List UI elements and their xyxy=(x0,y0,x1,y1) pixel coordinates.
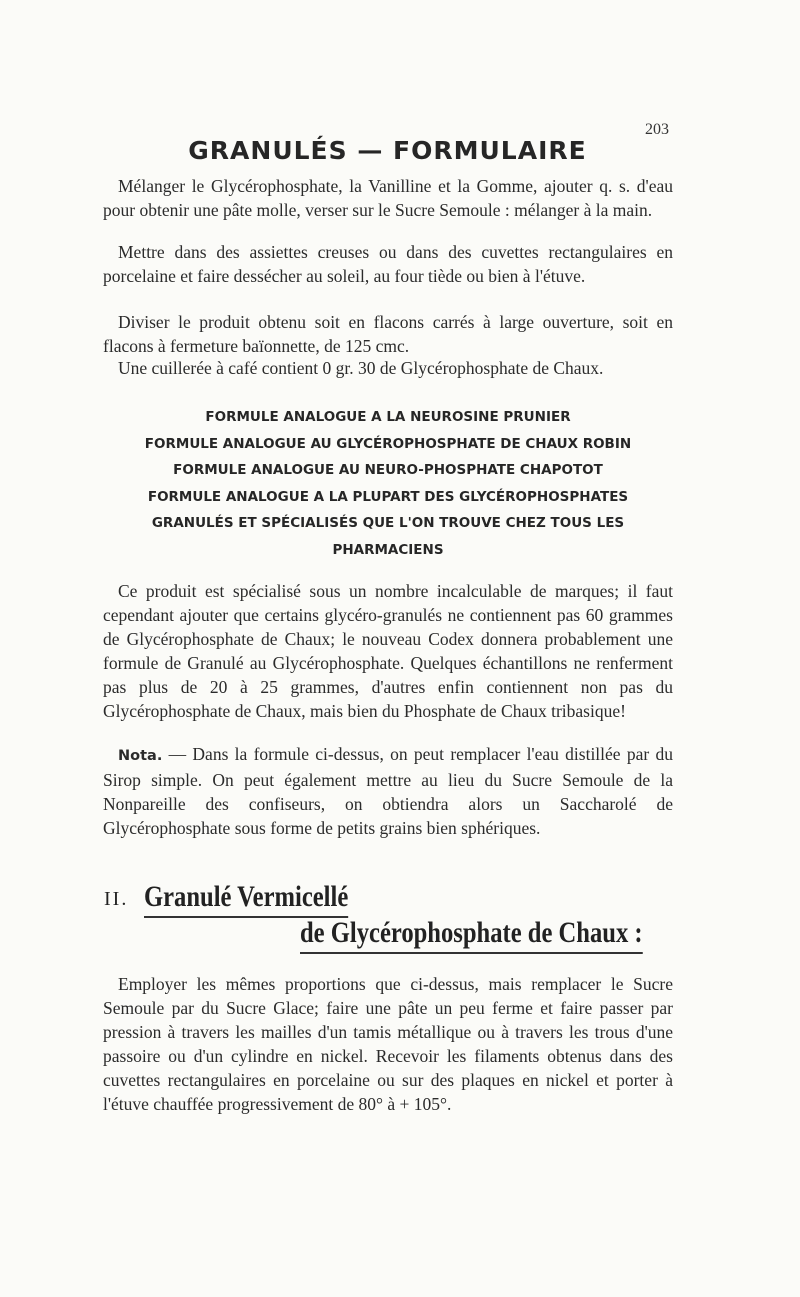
section-title-line2: de Glycérophosphate de Chaux : xyxy=(300,916,643,954)
paragraph-cuilleree: Une cuillerée à café contient 0 gr. 30 de Glycérophosphate de Chaux. xyxy=(118,358,604,378)
formula-heading: PHARMACIENS xyxy=(332,541,444,558)
paragraph-employer: Employer les mêmes proportions que ci-dessus, mais remplacer le Sucre Semoule par du Sucre Glace; faire une pâte un peu ferme et faire passer par pression à travers les mailles d'un tamis métallique ou à travers les trous d'une passoire ou d'un cylindre en nickel. Recevoir les filaments obtenus dans des cuvettes rectangulaires en porcelaine ou sur des plaques en nickel et porter à l'étuve chauffée progressivement de 80° à + 105°. xyxy=(103,974,673,1114)
section-title-line1: Granulé Vermicellé xyxy=(144,880,348,918)
nota-text: — Dans la formule ci-dessus, on peut remplacer l'eau distillée par du Sirop simple. On peut également mettre au lieu du Sucre Semoule de la Nonpareille des confiseurs, on obtiendra alors un Saccharolé de Glycérophosphate sous forme de petits grains bien sphériques. xyxy=(103,744,673,838)
formula-heading: FORMULE ANALOGUE A LA NEUROSINE PRUNIER xyxy=(205,409,571,425)
page-number: 203 xyxy=(645,121,669,138)
page-header: GRANULÉS — FORMULAIRE xyxy=(188,136,587,165)
paragraph-commentary: Ce produit est spécialisé sous un nombre incalculable de marques; il faut cependant ajouter que certains glycéro-granulés ne contiennent pas 60 grammes de Glycérophosphate de Chaux; le nouveau Codex donnera probablement une formule de Granulé au Glycérophosphate. Quelques échantillons ne renferment pas plus de 20 à 25 grammes, d'autres enfin contiennent non pas du Glycérophosphate de Chaux, mais bien du Phosphate de Chaux tribasique! xyxy=(103,581,673,721)
formula-heading: GRANULÉS ET SPÉCIALISÉS QUE L'ON TROUVE CHEZ TOUS LES xyxy=(151,515,625,531)
paragraph-melanger: Mélanger le Glycérophosphate, la Vanilline et la Gomme, ajouter q. s. d'eau pour obtenir une pâte molle, verser sur le Sucre Semoule : mélanger à la main. xyxy=(103,176,673,220)
paragraph-mettre: Mettre dans des assiettes creuses ou dans des cuvettes rectangulaires en porcelaine et faire dessécher au soleil, au four tiède ou bien à l'étuve. xyxy=(103,242,673,286)
section-title xyxy=(104,880,684,960)
formula-heading: FORMULE ANALOGUE AU GLYCÉROPHOSPHATE DE CHAUX ROBIN xyxy=(144,435,632,452)
nota-label: Nota. xyxy=(118,748,163,764)
formula-heading: FORMULE ANALOGUE AU NEURO-PHOSPHATE CHAPOTOT xyxy=(173,462,603,478)
section-number: II. xyxy=(104,888,129,910)
formula-headings xyxy=(103,404,673,563)
paragraph-nota xyxy=(103,742,673,840)
paragraph-diviser: Diviser le produit obtenu soit en flacons carrés à large ouverture, soit en flacons à fermeture baïonnette, de 125 cmc. xyxy=(103,312,673,356)
formula-heading: FORMULE ANALOGUE A LA PLUPART DES GLYCÉROPHOSPHATES xyxy=(147,488,629,505)
